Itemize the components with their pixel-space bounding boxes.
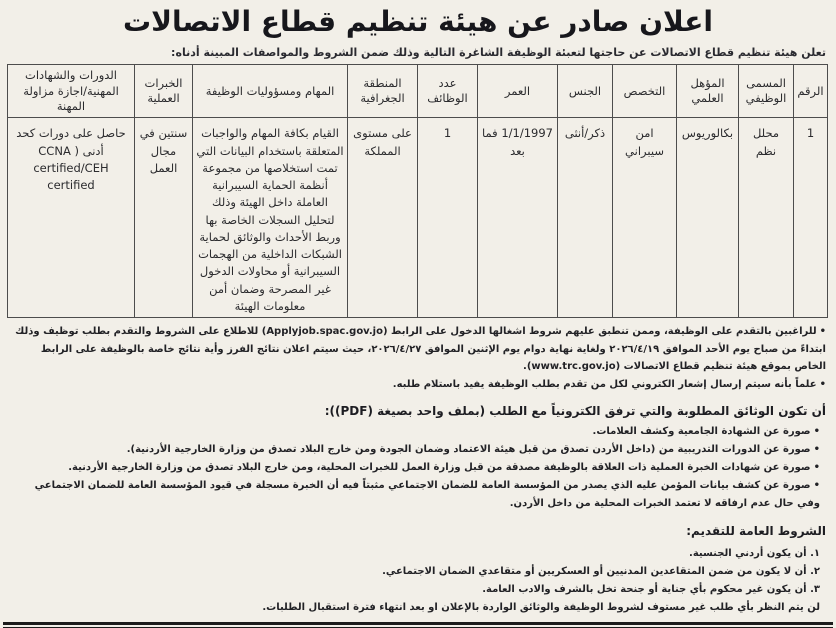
intro-text: تعلن هيئة تنظيم قطاع الاتصالات عن حاجتها لتعبئة الوظيفة الشاغرة التالية وذلك ضمن الشروط والمواصفات المبينة أدناه:: [171, 46, 826, 60]
column-header-experience: الخبرات العملية: [135, 65, 193, 118]
column-header-vacancies: عدد الوظائف: [418, 65, 478, 118]
bullet-marker: •: [813, 426, 820, 438]
column-header-job-title: المسمى الوظيفي: [739, 65, 794, 118]
note-text: علماً بأنه سيتم إرسال إشعار الكتروني لكل من تقدم بطلب الوظيفة يفيد باستلام طلبه.: [392, 378, 817, 390]
cell-gender: ذكر/أنثى: [558, 118, 613, 318]
cell-job-title: محلل نظم: [739, 118, 794, 318]
cell-number: 1: [794, 118, 828, 318]
column-header-age: العمر: [478, 65, 558, 118]
table-row: [8, 118, 828, 318]
document-item: [16, 459, 820, 477]
bullet-marker: •: [813, 462, 820, 474]
document-text: صورة عن كشف بيانات المؤمن عليه الذي يصدر من المؤسسة العامة للضمان الاجتماعي مثبتاً فيه أن الخبرة مسجلة في قيود المؤسسة العامة للضمان الاجتماعي وفي حال عدم ارفاقه لا تعتمد الخبرات المحلية من داخل الأردن.: [34, 480, 820, 510]
cell-specialization: امن سيبراني: [613, 118, 677, 318]
cell-region: على مستوى المملكة: [348, 118, 418, 318]
documents-list: [0, 420, 836, 513]
bullet-marker: •: [813, 444, 820, 456]
document-item: [16, 477, 820, 513]
column-header-region: المنطقة الجغرافية: [348, 65, 418, 118]
cell-degree: بكالوريوس: [677, 118, 739, 318]
bullet-marker: •: [813, 480, 820, 492]
column-header-number: الرقم: [794, 65, 828, 118]
column-header-degree: المؤهل العلمي: [677, 65, 739, 118]
column-header-specialization: التخصص: [613, 65, 677, 118]
document-text: صورة عن الدورات التدريبية من (داخل الأردن تصدق من قبل هيئة الاعتماد وضمان الجودة ومن خارج البلاد تصدق من وزارة الخارجية الأردنية).: [126, 444, 811, 456]
bottom-divider: [3, 622, 833, 628]
note-text: للراغبين بالتقدم على الوظيفة، وممن تنطبق عليهم شروط اشغالها الدخول على الرابط (Applyjob.spac.gov.jo) للاطلاع على الشروط والتقدم بطلب توظيف وذلك ابتداءً من صباح يوم الأحد الموافق ٢٠٢٦/٤/١٩ ولغاية نهاية دوام يوم الإثنين الموافق ٢٠٢٦/٤/٢٧، حيث سيتم اعلان نتائج الفرز وأية نتائج خاصة بالوظيفة على الرابط الخاص بموقع هيئة تنظيم قطاع الاتصالات (www.trc.gov.jo).: [15, 326, 826, 373]
documents-heading: أن تكون الوثائق المطلوبة والتي ترفق الكترونياً مع الطلب (بملف واحد بصيغة (PDF)):: [324, 404, 826, 419]
bullet-marker: •: [819, 326, 826, 338]
note-item: [10, 376, 826, 394]
cell-vacancies: 1: [418, 118, 478, 318]
conditions-heading: الشروط العامة للتقديم:: [686, 524, 826, 539]
note-item: [10, 323, 826, 376]
cell-certifications: حاصل على دورات كحد أدنى ( CCNA certified/CEH certified: [8, 118, 135, 318]
bullet-marker: •: [819, 378, 826, 390]
document-item: [16, 423, 820, 441]
condition-item: ٣. أن يكون غير محكوم بأي جناية أو جنحة تخل بالشرف والادب العامة.: [482, 584, 820, 596]
vacancy-table: [7, 64, 828, 318]
cell-age: 1/1/1997 فما بعد: [478, 118, 558, 318]
column-header-certifications: الدورات والشهادات المهنية/اجازة مزاولة المهنة: [8, 65, 135, 118]
condition-item: ٢. أن لا يكون من ضمن المتقاعدين المدنيين أو العسكريين أو متقاعدي الضمان الاجتماعي.: [382, 566, 820, 578]
document-item: [16, 441, 820, 459]
rejection-note: لن يتم النظر بأي طلب غير مستوف لشروط الوظيفة والوثائق الواردة بالإعلان او بعد انتهاء فترة استقبال الطلبات.: [262, 602, 820, 614]
cell-tasks: القيام بكافة المهام والواجبات المتعلقة باستخدام البيانات التي تمت استخلاصها من مجموعة أنظمة الحماية السيبرانية العاملة داخل الهيئة وذلك لتحليل السجلات الخاصة بها وربط الأحداث والوثائق لحماية الشبكات الداخلية من الهجمات السيبرانية أو محاولات الدخول غير المصرحة وضمان أمن معلومات الهيئة: [193, 118, 348, 318]
document-text: صورة عن الشهادة الجامعية وكشف العلامات.: [592, 426, 811, 438]
document-text: صورة عن شهادات الخبرة العملية ذات العلاقة بالوظيفة مصدقة من قبل وزارة العمل للخبرات المحلية، ومن خارج البلاد تصدق من وزارة الخارجية الأردنية.: [68, 462, 811, 474]
table-header-row: [8, 65, 828, 118]
page-title: اعلان صادر عن هيئة تنظيم قطاع الاتصالات: [123, 5, 713, 38]
conditions-list: [0, 540, 836, 599]
application-notes: [0, 318, 836, 393]
column-header-tasks: المهام ومسؤوليات الوظيفة: [193, 65, 348, 118]
condition-item: ١. أن يكون أردني الجنسية.: [689, 548, 820, 560]
column-header-gender: الجنس: [558, 65, 613, 118]
cell-experience: سنتين في مجال العمل: [135, 118, 193, 318]
